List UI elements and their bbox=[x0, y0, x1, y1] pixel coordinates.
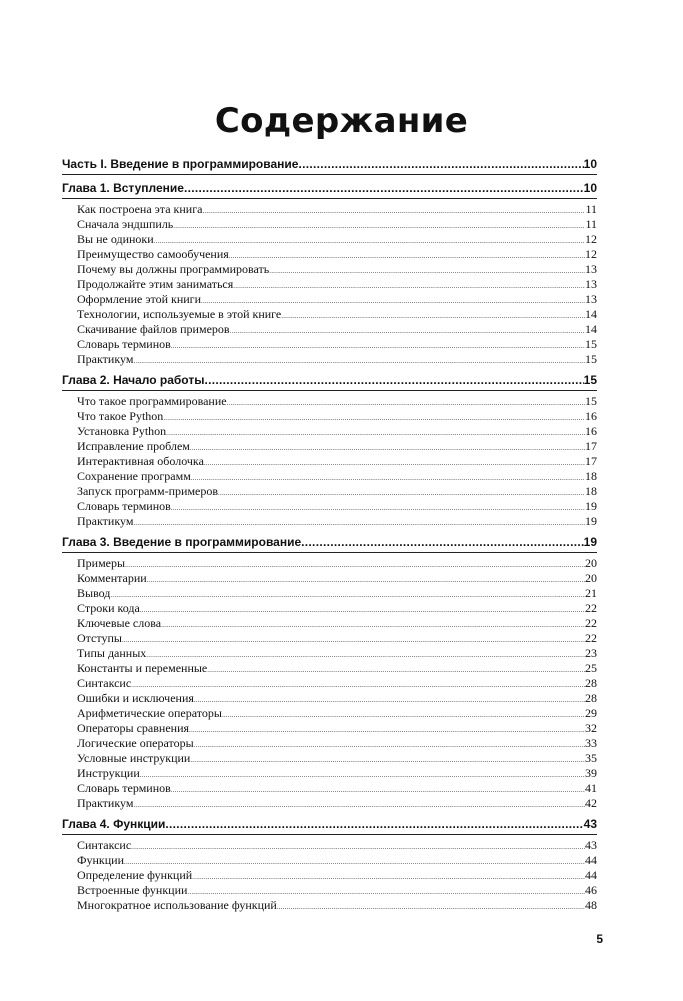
toc-dot-leader bbox=[133, 354, 585, 369]
toc-entry-page: 15 bbox=[585, 337, 597, 351]
toc-entry-page: 39 bbox=[585, 766, 597, 780]
toc-chapter-entry bbox=[62, 532, 597, 553]
toc-entry-page: 14 bbox=[585, 307, 597, 321]
toc-entry-page: 18 bbox=[585, 469, 597, 483]
toc-section-entry bbox=[62, 883, 597, 898]
toc-section-entry bbox=[62, 571, 597, 586]
toc-entry-title: Глава 2. Начало работы bbox=[62, 373, 205, 387]
toc-dot-leader bbox=[146, 648, 585, 663]
toc-entry-page: 17 bbox=[585, 439, 597, 453]
toc-section-entry bbox=[62, 439, 597, 454]
toc-entry-page: 10 bbox=[583, 181, 597, 195]
toc-dot-leader bbox=[204, 456, 585, 471]
toc-entry-page: 41 bbox=[585, 781, 597, 795]
toc-section-entry bbox=[62, 454, 597, 469]
toc-section-entry bbox=[62, 676, 597, 691]
toc-entry-title: Вывод bbox=[77, 586, 111, 600]
toc-dot-leader bbox=[269, 264, 585, 279]
toc-entry-title: Синтаксис bbox=[77, 676, 132, 690]
toc-section-entry bbox=[62, 514, 597, 529]
page-title: Содержание bbox=[214, 100, 469, 141]
toc-entry-title: Практикум bbox=[77, 352, 134, 366]
toc-entry-page: 33 bbox=[585, 736, 597, 750]
toc-chapter-entry bbox=[62, 814, 597, 835]
toc-section-entry bbox=[62, 838, 597, 853]
toc-section-entry bbox=[62, 424, 597, 439]
toc-chapter-entry bbox=[62, 154, 597, 175]
toc-entry-page: 18 bbox=[585, 484, 597, 498]
toc-entry-title: Что такое программирование bbox=[77, 394, 227, 408]
toc-section-entry bbox=[62, 352, 597, 367]
toc-entry-title: Запуск программ-примеров bbox=[77, 484, 219, 498]
toc-entry-page: 11 bbox=[585, 202, 597, 216]
toc-entry-page: 16 bbox=[585, 409, 597, 423]
toc-dot-leader bbox=[147, 573, 585, 588]
toc-entry-title: Глава 4. Функции bbox=[62, 817, 166, 831]
toc-section-entry bbox=[62, 661, 597, 676]
toc-entry-page: 48 bbox=[585, 898, 597, 912]
toc-entry-page: 13 bbox=[585, 277, 597, 291]
toc-entry-page: 14 bbox=[585, 322, 597, 336]
toc-entry-page: 32 bbox=[585, 721, 597, 735]
toc-section-entry bbox=[62, 646, 597, 661]
toc-entry-title: Словарь терминов bbox=[77, 337, 171, 351]
toc-dot-leader bbox=[194, 738, 585, 753]
toc-dot-leader bbox=[124, 855, 585, 870]
toc-dot-leader bbox=[298, 154, 583, 174]
toc-entry-title: Сначала эндшпиль bbox=[77, 217, 174, 231]
toc-entry-page: 13 bbox=[585, 292, 597, 306]
toc-section-entry bbox=[62, 409, 597, 424]
toc-entry-page: 23 bbox=[585, 646, 597, 660]
toc-entry-page: 16 bbox=[585, 424, 597, 438]
toc-entry-title: Словарь терминов bbox=[77, 781, 171, 795]
toc-section-entry bbox=[62, 277, 597, 292]
toc-dot-leader bbox=[233, 279, 585, 294]
toc-dot-leader bbox=[192, 870, 585, 885]
toc-entry-title: Логические операторы bbox=[77, 736, 194, 750]
toc-entry-title: Инструкции bbox=[77, 766, 140, 780]
toc-entry-page: 15 bbox=[585, 394, 597, 408]
toc-section-entry bbox=[62, 499, 597, 514]
toc-section-entry bbox=[62, 337, 597, 352]
toc-entry-page: 43 bbox=[583, 817, 597, 831]
toc-dot-leader bbox=[281, 309, 585, 324]
toc-entry-title: Определение функций bbox=[77, 868, 193, 882]
toc-entry-title: Исправление проблем bbox=[77, 439, 190, 453]
toc-section-entry bbox=[62, 781, 597, 796]
toc-entry-title: Комментарии bbox=[77, 571, 147, 585]
toc-entry-page: 42 bbox=[585, 796, 597, 810]
toc-entry-title: Что такое Python bbox=[77, 409, 164, 423]
toc-dot-leader bbox=[184, 178, 584, 198]
toc-dot-leader bbox=[202, 204, 585, 219]
toc-chapter-entry bbox=[62, 178, 597, 199]
toc-section-entry bbox=[62, 616, 597, 631]
toc-dot-leader bbox=[230, 324, 585, 339]
toc-entry-page: 19 bbox=[585, 499, 597, 513]
toc-section-entry bbox=[62, 247, 597, 262]
toc-dot-leader bbox=[207, 663, 585, 678]
toc-entry-page: 22 bbox=[585, 631, 597, 645]
toc-dot-leader bbox=[161, 618, 585, 633]
toc-section-entry bbox=[62, 394, 597, 409]
toc-section-entry bbox=[62, 322, 597, 337]
toc-entry-title: Встроенные функции bbox=[77, 883, 188, 897]
toc-entry-page: 19 bbox=[583, 535, 597, 549]
toc-dot-leader bbox=[173, 219, 585, 234]
toc-entry-page: 29 bbox=[585, 706, 597, 720]
toc-dot-leader bbox=[171, 783, 585, 798]
table-of-contents bbox=[62, 154, 597, 913]
toc-entry-title: Отступы bbox=[77, 631, 122, 645]
toc-dot-leader bbox=[277, 900, 585, 915]
toc-entry-title: Почему вы должны программировать bbox=[77, 262, 270, 276]
toc-entry-page: 15 bbox=[585, 352, 597, 366]
toc-section-entry bbox=[62, 601, 597, 616]
toc-section-entry bbox=[62, 706, 597, 721]
toc-entry-page: 20 bbox=[585, 571, 597, 585]
toc-entry-title: Преимущество самообучения bbox=[77, 247, 229, 261]
toc-entry-title: Практикум bbox=[77, 796, 134, 810]
toc-section-entry bbox=[62, 202, 597, 217]
toc-entry-page: 13 bbox=[585, 262, 597, 276]
toc-dot-leader bbox=[122, 633, 585, 648]
toc-dot-leader bbox=[140, 603, 585, 618]
toc-dot-leader bbox=[189, 723, 585, 738]
toc-section-entry bbox=[62, 307, 597, 322]
toc-entry-title: Оформление этой книги bbox=[77, 292, 202, 306]
toc-dot-leader bbox=[190, 753, 585, 768]
toc-entry-page: 11 bbox=[585, 217, 597, 231]
toc-section-entry bbox=[62, 691, 597, 706]
toc-entry-title: Скачивание файлов примеров bbox=[77, 322, 230, 336]
toc-entry-page: 28 bbox=[585, 676, 597, 690]
toc-entry-title: Интерактивная оболочка bbox=[77, 454, 204, 468]
toc-entry-title: Константы и переменные bbox=[77, 661, 208, 675]
toc-entry-page: 35 bbox=[585, 751, 597, 765]
toc-entry-title: Синтаксис bbox=[77, 838, 132, 852]
toc-entry-title: Ошибки и исключения bbox=[77, 691, 194, 705]
toc-entry-title: Типы данных bbox=[77, 646, 147, 660]
toc-section-entry bbox=[62, 469, 597, 484]
toc-entry-title: Ключевые слова bbox=[77, 616, 162, 630]
toc-entry-page: 46 bbox=[585, 883, 597, 897]
page-number: 5 bbox=[596, 932, 603, 946]
toc-section-entry bbox=[62, 262, 597, 277]
toc-dot-leader bbox=[227, 396, 585, 411]
toc-entry-page: 28 bbox=[585, 691, 597, 705]
toc-dot-leader bbox=[133, 798, 585, 813]
toc-section-entry bbox=[62, 232, 597, 247]
toc-entry-title: Технологии, используемые в этой книге bbox=[77, 307, 282, 321]
toc-dot-leader bbox=[163, 411, 585, 426]
toc-entry-page: 44 bbox=[585, 868, 597, 882]
toc-section-entry bbox=[62, 853, 597, 868]
toc-dot-leader bbox=[171, 501, 585, 516]
toc-entry-title: Многократное использование функций bbox=[77, 898, 277, 912]
toc-entry-title: Арифметические операторы bbox=[77, 706, 222, 720]
toc-section-entry bbox=[62, 721, 597, 736]
toc-section-entry bbox=[62, 292, 597, 307]
toc-dot-leader bbox=[140, 768, 585, 783]
toc-section-entry bbox=[62, 766, 597, 781]
toc-chapter-entry bbox=[62, 370, 597, 391]
toc-entry-title: Глава 1. Вступление bbox=[62, 181, 184, 195]
toc-dot-leader bbox=[131, 840, 585, 855]
toc-entry-page: 10 bbox=[583, 157, 597, 171]
toc-dot-leader bbox=[204, 370, 583, 390]
toc-section-entry bbox=[62, 898, 597, 913]
toc-dot-leader bbox=[191, 471, 585, 486]
toc-entry-page: 20 bbox=[585, 556, 597, 570]
toc-dot-leader bbox=[218, 486, 585, 501]
toc-dot-leader bbox=[133, 516, 585, 531]
toc-entry-title: Глава 3. Введение в программирование bbox=[62, 535, 302, 549]
toc-section-entry bbox=[62, 217, 597, 232]
toc-dot-leader bbox=[166, 426, 585, 441]
toc-entry-title: Примеры bbox=[77, 556, 126, 570]
toc-entry-title: Словарь терминов bbox=[77, 499, 171, 513]
toc-entry-page: 12 bbox=[585, 232, 597, 246]
toc-dot-leader bbox=[190, 441, 585, 456]
toc-entry-title: Строки кода bbox=[77, 601, 140, 615]
toc-entry-title: Сохранение программ bbox=[77, 469, 191, 483]
toc-section-entry bbox=[62, 631, 597, 646]
toc-section-entry bbox=[62, 751, 597, 766]
toc-dot-leader bbox=[171, 339, 585, 354]
toc-entry-page: 22 bbox=[585, 616, 597, 630]
toc-section-entry bbox=[62, 796, 597, 811]
toc-dot-leader bbox=[194, 693, 585, 708]
toc-entry-page: 17 bbox=[585, 454, 597, 468]
toc-dot-leader bbox=[110, 588, 585, 603]
toc-entry-page: 21 bbox=[585, 586, 597, 600]
toc-dot-leader bbox=[165, 814, 583, 834]
toc-section-entry bbox=[62, 736, 597, 751]
toc-entry-title: Практикум bbox=[77, 514, 134, 528]
toc-section-entry bbox=[62, 484, 597, 499]
toc-entry-title: Вы не одиноки bbox=[77, 232, 154, 246]
toc-dot-leader bbox=[222, 708, 585, 723]
toc-entry-page: 22 bbox=[585, 601, 597, 615]
toc-entry-title: Установка Python bbox=[77, 424, 167, 438]
toc-entry-title: Как построена эта книга bbox=[77, 202, 203, 216]
toc-entry-title: Операторы сравнения bbox=[77, 721, 190, 735]
toc-section-entry bbox=[62, 586, 597, 601]
toc-dot-leader bbox=[229, 249, 585, 264]
toc-entry-page: 19 bbox=[585, 514, 597, 528]
toc-entry-title: Условные инструкции bbox=[77, 751, 191, 765]
toc-dot-leader bbox=[131, 678, 585, 693]
toc-section-entry bbox=[62, 556, 597, 571]
toc-entry-page: 25 bbox=[585, 661, 597, 675]
toc-entry-page: 12 bbox=[585, 247, 597, 261]
toc-section-entry bbox=[62, 868, 597, 883]
toc-entry-page: 15 bbox=[583, 373, 597, 387]
toc-entry-title: Функции bbox=[77, 853, 124, 867]
toc-entry-page: 43 bbox=[585, 838, 597, 852]
toc-entry-page: 44 bbox=[585, 853, 597, 867]
toc-dot-leader bbox=[301, 532, 583, 552]
toc-dot-leader bbox=[125, 558, 585, 573]
toc-entry-title: Продолжайте этим заниматься bbox=[77, 277, 234, 291]
toc-entry-title: Часть I. Введение в программирование bbox=[62, 157, 299, 171]
